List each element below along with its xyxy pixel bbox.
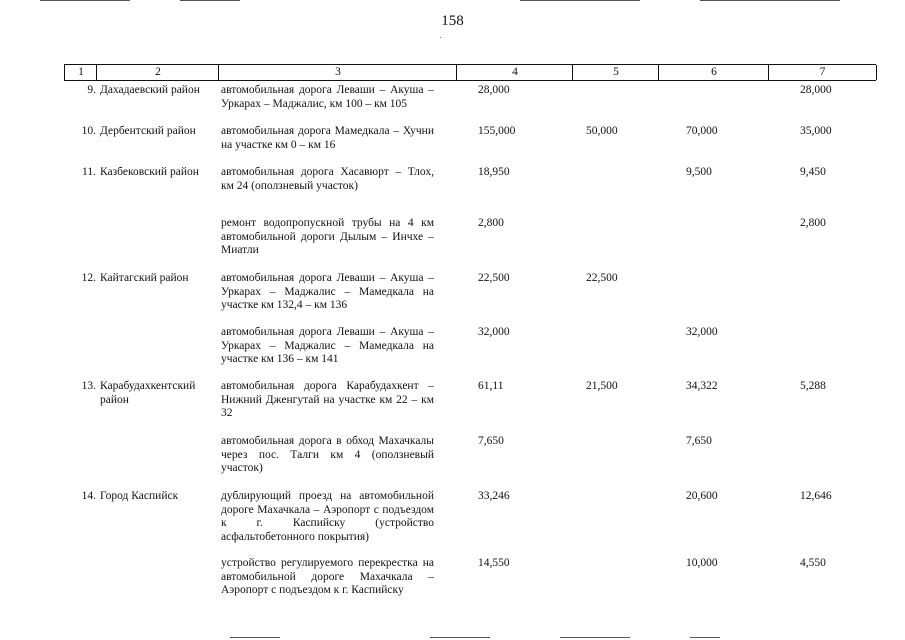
header-col-3: 3: [218, 65, 457, 80]
district-name: Карабудахкентский район: [100, 380, 196, 406]
row-number: 13.: [81, 380, 96, 392]
work-description: автомобильная дорога Карабудахкент – Нижний Дженгутай на участке км 22 – км 32: [221, 380, 434, 419]
page-number: 158: [441, 13, 464, 29]
work-description: автомобильная дорога Хасавюрт – Тлох, км 24 (оползневый участок): [221, 166, 434, 192]
work-description: дублирующий проезд на автомобильной дороге Махачкала – Аэропорт с подъездом к г. Каспийску (устройство асфальтобетонного покрытия): [221, 490, 434, 543]
district-name: Дербентский район: [100, 125, 196, 137]
header-col-1: 1: [64, 65, 97, 80]
value-col-6: 7,650: [686, 435, 712, 447]
value-total: 32,000: [478, 326, 510, 338]
value-col-7: 2,800: [800, 217, 826, 229]
work-description: автомобильная дорога Леваши – Акуша – Уркарах – Маджалис – Мамедкала на участке км 136 – км 141: [221, 326, 434, 365]
value-col-7: 28,000: [800, 84, 832, 96]
value-col-5: 22,500: [586, 272, 618, 284]
row-number: 10.: [81, 125, 96, 137]
header-col-2: 2: [96, 65, 219, 80]
table-header: [64, 64, 876, 81]
value-total: 33,246: [478, 490, 510, 502]
header-col-5: 5: [572, 65, 659, 80]
value-col-6: 70,000: [686, 125, 718, 137]
value-total: 61,11: [478, 380, 504, 392]
value-col-6: 32,000: [686, 326, 718, 338]
value-total: 2,800: [478, 217, 504, 229]
scan-speck: [440, 37, 441, 38]
work-description: ремонт водопропускной трубы на 4 км автомобильной дороги Дылым – Инчхе – Миатли: [221, 217, 434, 256]
work-description: автомобильная дорога Мамедкала – Хучни на участке км 0 – км 16: [221, 125, 434, 151]
row-number: 9.: [87, 84, 96, 96]
row-number: 11.: [82, 166, 96, 178]
work-description: автомобильная дорога Леваши – Акуша – Уркарах – Маджалис – Мамедкала на участке км 132,4 – км 136: [221, 272, 434, 311]
value-col-5: 21,500: [586, 380, 618, 392]
header-col-4: 4: [456, 65, 573, 80]
value-total: 18,950: [478, 166, 510, 178]
work-description: устройство регулируемого перекрестка на автомобильной дороге Махачкала – Аэропорт с подъездом к г. Каспийску: [221, 557, 434, 596]
work-description: автомобильная дорога в обход Махачкалы через пос. Талги км 4 (оползневый участок): [221, 435, 434, 474]
value-col-5: 50,000: [586, 125, 618, 137]
district-name: Казбековский район: [100, 166, 199, 178]
value-total: 28,000: [478, 84, 510, 96]
value-col-7: 9,450: [800, 166, 826, 178]
value-col-6: 20,600: [686, 490, 718, 502]
row-number: 12.: [81, 272, 96, 284]
value-col-6: 9,500: [686, 166, 712, 178]
row-number: 14.: [81, 490, 96, 502]
district-name: Дахадаевский район: [100, 84, 200, 96]
value-col-6: 34,322: [686, 380, 718, 392]
header-col-6: 6: [658, 65, 769, 80]
value-col-7: 4,550: [800, 557, 826, 569]
value-col-6: 10,000: [686, 557, 718, 569]
value-col-7: 12,646: [800, 490, 832, 502]
value-total: 22,500: [478, 272, 510, 284]
district-name: Город Каспийск: [100, 490, 179, 502]
district-name: Кайтагский район: [100, 272, 189, 284]
value-total: 155,000: [478, 125, 516, 137]
value-total: 7,650: [478, 435, 504, 447]
value-total: 14,550: [478, 557, 510, 569]
work-description: автомобильная дорога Леваши – Акуша – Уркарах – Маджалис, км 100 – км 105: [221, 84, 434, 110]
value-col-7: 5,288: [800, 380, 826, 392]
header-col-7: 7: [768, 65, 877, 80]
value-col-7: 35,000: [800, 125, 832, 137]
